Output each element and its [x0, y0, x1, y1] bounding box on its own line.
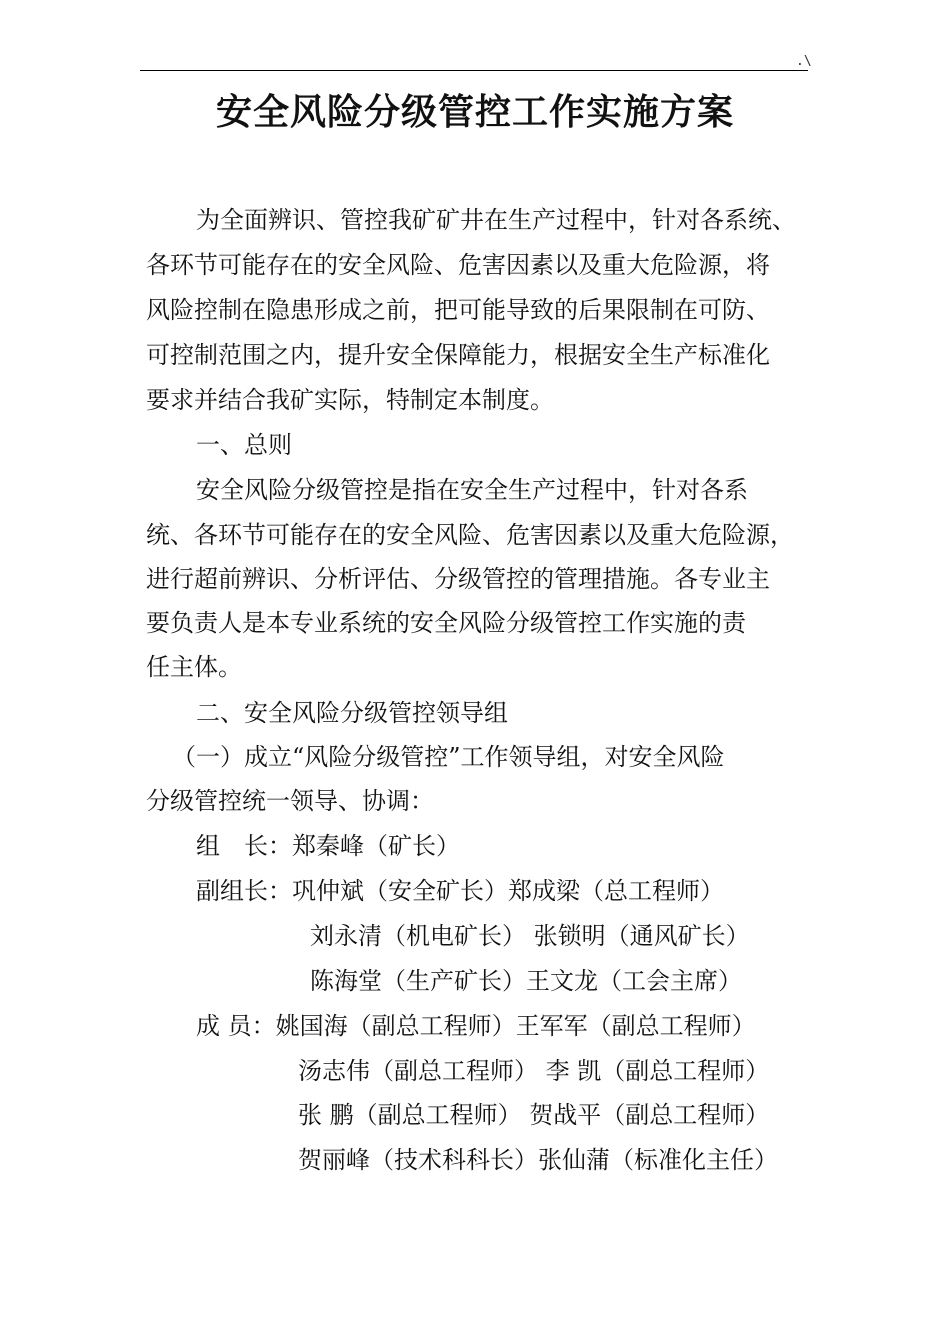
intro-line-4: 可控制范围之内，提升安全保障能力，根据安全生产标准化: [146, 341, 770, 369]
section2-sub1-line-1: （一）成立“风险分级管控”工作领导组，对安全风险: [172, 743, 725, 771]
member-line-3: 张 鹏（副总工程师） 贺战平（副总工程师）: [298, 1101, 770, 1129]
deputy-line-1: 副组长：巩仲斌（安全矿长）郑成梁（总工程师）: [196, 877, 724, 905]
intro-line-2: 各环节可能存在的安全风险、危害因素以及重大危险源，将: [146, 251, 770, 279]
document-title: 安全风险分级管控工作实施方案: [215, 92, 734, 133]
member-line-2: 汤志伟（副总工程师） 李 凯（副总工程师）: [298, 1057, 770, 1085]
section1-heading: 一、总则: [196, 431, 292, 459]
header-rule: [140, 70, 808, 71]
intro-line-3: 风险控制在隐患形成之前，把可能导致的后果限制在可防、: [146, 296, 770, 324]
leader-line: 组 长：郑秦峰（矿长）: [196, 832, 460, 860]
member-line-1: 成 员：姚国海（副总工程师）王军军（副总工程师）: [196, 1012, 756, 1040]
section2-heading: 二、安全风险分级管控领导组: [196, 699, 508, 727]
section1-line-2: 统、各环节可能存在的安全风险、危害因素以及重大危险源，: [146, 521, 794, 549]
intro-line-5: 要求并结合我矿实际，特制定本制度。: [146, 386, 554, 414]
section1-line-1: 安全风险分级管控是指在安全生产过程中，针对各系: [196, 476, 748, 504]
intro-line-1: 为全面辨识、管控我矿矿井在生产过程中，针对各系统、: [196, 206, 796, 234]
header-mark: .\: [796, 54, 812, 69]
deputy-line-3: 陈海堂（生产矿长）王文龙（工会主席）: [310, 967, 742, 995]
section1-line-4: 要负责人是本专业系统的安全风险分级管控工作实施的责: [146, 609, 746, 637]
section1-line-3: 进行超前辨识、分析评估、分级管控的管理措施。各专业主: [146, 565, 770, 593]
member-line-4: 贺丽峰（技术科科长）张仙蒲（标准化主任）: [298, 1146, 778, 1174]
section1-line-5: 任主体。: [146, 653, 242, 681]
section2-sub1-line-2: 分级管控统一领导、协调：: [146, 787, 434, 815]
deputy-line-2: 刘永清（机电矿长） 张锁明（通风矿长）: [310, 922, 750, 950]
